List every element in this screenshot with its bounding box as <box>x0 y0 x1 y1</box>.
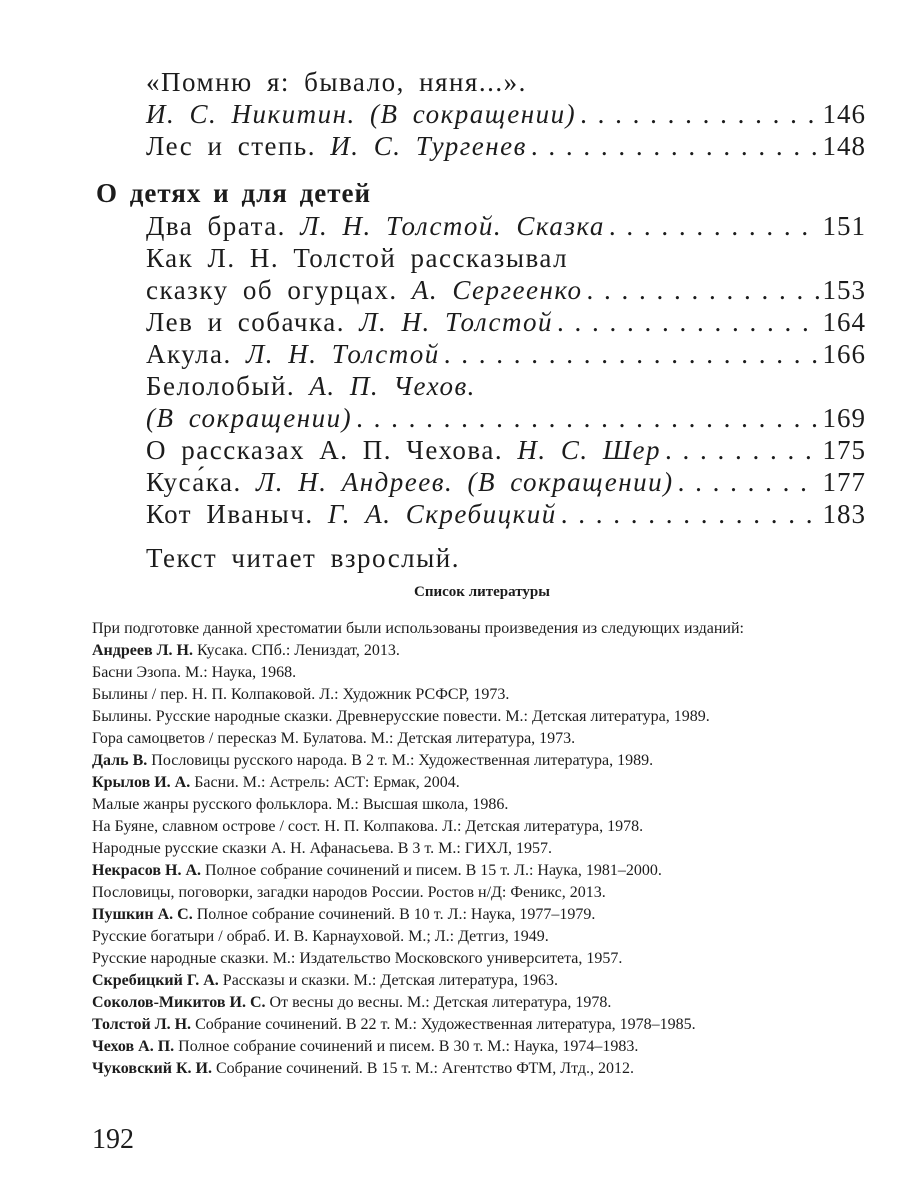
bibliography-author: Толстой Л. Н. <box>92 1016 192 1033</box>
toc-entry <box>96 210 866 242</box>
bibliography-entry <box>92 1014 872 1036</box>
bibliography-text: На Буяне, славном острове / сост. Н. П. Колпакова. Л.: Детская литература, 1978. <box>92 818 644 835</box>
bibliography-text: Басни. М.: Астрель: АСТ: Ермак, 2004. <box>194 774 460 791</box>
toc-entry <box>96 130 866 162</box>
bibliography-text: Малые жанры русского фольклора. М.: Высшая школа, 1986. <box>92 796 509 813</box>
bibliography-text: Собрание сочинений. В 15 т. М.: Агентство ФТМ, Лтд., 2012. <box>216 1060 635 1077</box>
dot-leader <box>557 306 819 338</box>
bibliography-author: Даль В. <box>92 752 148 769</box>
bibliography-intro: При подготовке данной хрестоматии были использованы произведения из следующих изданий: <box>92 620 744 637</box>
toc-entry-author: Г. А. Скребицкий <box>327 499 557 529</box>
toc-entry-line <box>96 242 866 274</box>
toc-entry <box>96 466 866 498</box>
bibliography-entry <box>92 948 872 970</box>
page-number: 192 <box>92 1124 134 1155</box>
bibliography-text: Былины. Русские народные сказки. Древнерусские повести. М.: Детская литература, 1989. <box>92 708 710 725</box>
bibliography-entry <box>92 970 872 992</box>
toc-page-number: 153 <box>822 275 866 305</box>
bibliography-author: Чехов А. П. <box>92 1038 175 1055</box>
bibliography-author: Чуковский К. И. <box>92 1060 212 1077</box>
toc-page-number: 151 <box>822 211 866 241</box>
bibliography-text: Полное собрание сочинений. В 10 т. Л.: Наука, 1977–1979. <box>196 906 596 923</box>
bibliography-entry <box>92 816 872 838</box>
dot-leader <box>587 274 819 306</box>
toc-entry-title: сказку об огурцах. <box>146 275 398 305</box>
toc-entry <box>96 434 866 466</box>
toc-page-number: 166 <box>822 339 866 369</box>
bibliography-author: Соколов-Микитов И. С. <box>92 994 266 1011</box>
bibliography-entry <box>92 728 872 750</box>
dot-leader <box>580 98 818 130</box>
dot-leader <box>356 402 818 434</box>
dot-leader <box>444 338 819 370</box>
bibliography-text: Гора самоцветов / пересказ М. Булатова. М.: Детская литература, 1973. <box>92 730 576 747</box>
bibliography-entry <box>92 772 872 794</box>
toc-page-number: 177 <box>822 467 866 497</box>
toc-entry-title: Белолобый. <box>146 371 296 401</box>
toc-entry-note: (В сокращении) <box>467 467 674 497</box>
bibliography-author: Андреев Л. Н. <box>92 642 193 659</box>
toc-page-number: 164 <box>822 307 866 337</box>
bibliography-author: Пушкин А. С. <box>92 906 193 923</box>
dot-leader <box>678 466 819 498</box>
bibliography-text: Русские народные сказки. М.: Издательство Московского университета, 1957. <box>92 950 623 967</box>
bibliography-text: Русские богатыри / обраб. И. В. Карнауховой. М.; Л.: Детгиз, 1949. <box>92 928 549 945</box>
toc-entry-author: И. С. Тургенев <box>330 131 527 161</box>
bibliography-text: Былины / пер. Н. П. Колпаковой. Л.: Художник РСФСР, 1973. <box>92 686 510 703</box>
dot-leader <box>561 498 819 530</box>
bibliography-entry <box>92 1036 872 1058</box>
toc-entry-title: О рассказах А. П. Чехова. <box>146 435 504 465</box>
bibliography-text: Народные русские сказки А. Н. Афанасьева. В 3 т. М.: ГИХЛ, 1957. <box>92 840 553 857</box>
toc-entry-author: А. Сергеенко <box>411 275 583 305</box>
toc-entry-line <box>96 370 866 402</box>
bibliography-text: Кусака. СПб.: Лениздат, 2013. <box>196 642 400 659</box>
bibliography-entry <box>92 838 872 860</box>
bibliography-entry <box>92 926 872 948</box>
toc-entry-line <box>96 66 866 98</box>
bibliography-author: Крылов И. А. <box>92 774 191 791</box>
toc-page-number: 148 <box>822 131 866 161</box>
toc-entry-title: Куса́ка. <box>146 467 242 497</box>
toc-entry <box>96 274 866 306</box>
table-of-contents <box>96 66 866 574</box>
bibliography-author: Некрасов Н. А. <box>92 862 202 879</box>
dot-leader <box>609 210 819 242</box>
toc-entry-title: Лес и степь. <box>146 131 316 161</box>
toc-entry-title: Лев и собачка. <box>146 307 345 337</box>
toc-entry-author: А. П. Чехов. <box>309 371 476 401</box>
toc-entry-note: (В сокращении) <box>146 403 353 433</box>
toc-entry-title: Кот Иваныч. <box>146 499 314 529</box>
toc-page-number: 175 <box>822 435 866 465</box>
toc-page-number: 146 <box>822 99 866 129</box>
bibliography-text: Собрание сочинений. В 22 т. М.: Художественная литература, 1978–1985. <box>195 1016 696 1033</box>
bibliography-text: Полное собрание сочинений и писем. В 30 т. М.: Наука, 1974–1983. <box>178 1038 639 1055</box>
bibliography-text: Пословицы русского народа. В 2 т. М.: Художественная литература, 1989. <box>151 752 654 769</box>
bibliography-entry <box>92 1058 872 1080</box>
toc-entry <box>96 306 866 338</box>
bibliography-entry <box>92 904 872 926</box>
toc-entry-author: Л. Н. Андреев. <box>255 467 454 497</box>
toc-entry-author: Л. Н. Толстой <box>359 307 553 337</box>
toc-page-number: 169 <box>822 403 866 433</box>
bibliography-entry <box>92 684 872 706</box>
toc-entry-title: Два брата. <box>146 211 286 241</box>
section-heading: О детях и для детей <box>96 178 372 208</box>
bibliography-entry <box>92 794 872 816</box>
bibliography-entry <box>92 750 872 772</box>
bibliography-entry <box>92 640 872 662</box>
bibliography-text: Пословицы, поговорки, загадки народов России. Ростов н/Д: Феникс, 2013. <box>92 884 606 901</box>
bibliography-author: Скребицкий Г. А. <box>92 972 219 989</box>
bibliography-title: Список литературы <box>414 584 550 600</box>
bibliography-list <box>92 640 872 1080</box>
bibliography-entry <box>92 860 872 882</box>
toc-entry-author: Л. Н. Толстой <box>246 339 440 369</box>
toc-entry <box>96 402 866 434</box>
bibliography-text: Басни Эзопа. М.: Наука, 1968. <box>92 664 297 681</box>
toc-entry-title: «Помню я: бывало, няня...». <box>146 67 527 97</box>
bibliography-text: Рассказы и сказки. М.: Детская литература, 1963. <box>222 972 559 989</box>
toc-entry-note: (В сокращении) <box>370 99 577 129</box>
toc-entry-title: Как Л. Н. Толстой рассказывал <box>146 243 569 273</box>
bibliography-text: От весны до весны. М.: Детская литература, 1978. <box>269 994 612 1011</box>
bibliography-entry <box>92 992 872 1014</box>
bibliography-entry <box>92 662 872 684</box>
toc-entry-author: И. С. Никитин. <box>146 99 356 129</box>
toc-entry-author: Л. Н. Толстой. Сказка <box>300 211 605 241</box>
dot-leader <box>531 130 819 162</box>
toc-entry-title: Акула. <box>146 339 232 369</box>
bibliography-entry <box>92 882 872 904</box>
toc-entry <box>96 498 866 530</box>
bibliography <box>92 582 872 1080</box>
reader-note: Текст читает взрослый. <box>146 543 460 573</box>
dot-leader <box>665 434 819 466</box>
bibliography-text: Полное собрание сочинений и писем. В 15 т. Л.: Наука, 1981–2000. <box>205 862 662 879</box>
toc-page-number: 183 <box>822 499 866 529</box>
toc-entry-author: Н. С. Шер <box>517 435 661 465</box>
toc-entry <box>96 338 866 370</box>
toc-entry <box>96 98 866 130</box>
bibliography-entry <box>92 706 872 728</box>
